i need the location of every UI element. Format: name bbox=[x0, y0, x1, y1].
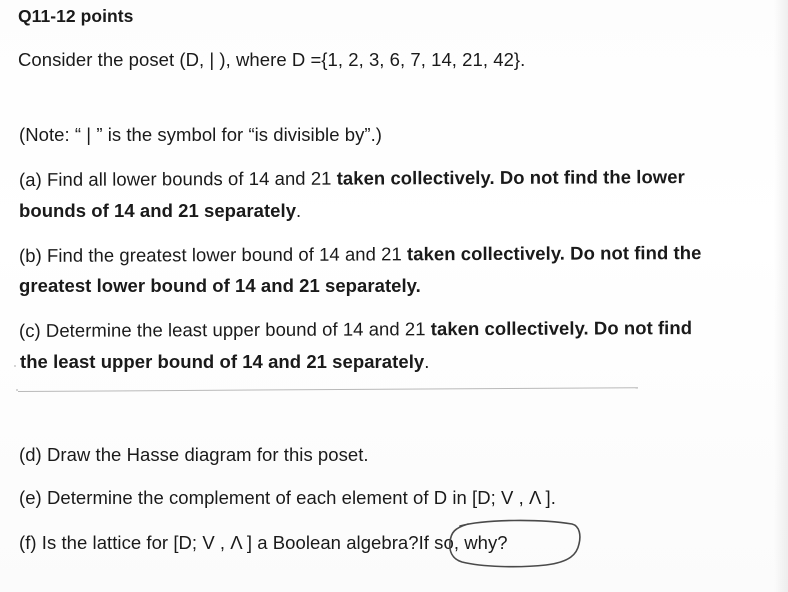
part-c-text: (c) Determine the least upper bound of 14 and 21 bbox=[18, 318, 431, 341]
part-a-period: . bbox=[296, 200, 302, 221]
part-b-emphasis-2: greatest lower bound of 14 and 21 separately. bbox=[19, 275, 421, 296]
part-a-line-2 bbox=[19, 200, 301, 222]
page-edge-shadow bbox=[774, 0, 788, 592]
scan-speck bbox=[16, 389, 18, 391]
part-c-line-1 bbox=[19, 317, 692, 342]
part-b-line-1 bbox=[19, 242, 701, 267]
scan-speck bbox=[14, 365, 16, 367]
part-c-emphasis: taken collectively. Do not find bbox=[430, 317, 693, 340]
part-c-emphasis-2: the least upper bound of 14 and 21 separately bbox=[20, 351, 425, 372]
part-a-emphasis: taken collectively. Do not find the lower bbox=[336, 166, 685, 189]
part-a-emphasis-2: bounds of 14 and 21 separately bbox=[19, 200, 297, 221]
part-d: (d) Draw the Hasse diagram for this poset. bbox=[19, 444, 369, 465]
part-b-line-2 bbox=[19, 275, 421, 297]
part-b-text: (b) Find the greatest lower bound of 14 and 21 bbox=[18, 243, 408, 266]
question-title: Q11-12 points bbox=[18, 6, 134, 26]
part-c-line-2 bbox=[20, 351, 429, 373]
question-note: (Note: “ | ” is the symbol for “is divisible by”.) bbox=[19, 124, 382, 145]
part-f-circled-text: If so, why? bbox=[418, 532, 508, 553]
section-divider bbox=[18, 387, 638, 392]
question-intro: Consider the poset (D, | ), where D ={1, 2, 3, 6, 7, 14, 21, 42}. bbox=[18, 49, 526, 70]
part-b-emphasis: taken collectively. Do not find the bbox=[406, 242, 702, 265]
part-a-line-1 bbox=[19, 166, 685, 191]
part-c-period: . bbox=[424, 351, 430, 372]
part-e: (e) Determine the complement of each element of D in [D; V , Λ ]. bbox=[19, 487, 556, 508]
part-f-question: (f) Is the lattice for [D; V , Λ ] a Boolean algebra? bbox=[19, 532, 419, 553]
part-a-text: (a) Find all lower bounds of 14 and 21 bbox=[18, 167, 337, 190]
part-f bbox=[19, 532, 508, 554]
